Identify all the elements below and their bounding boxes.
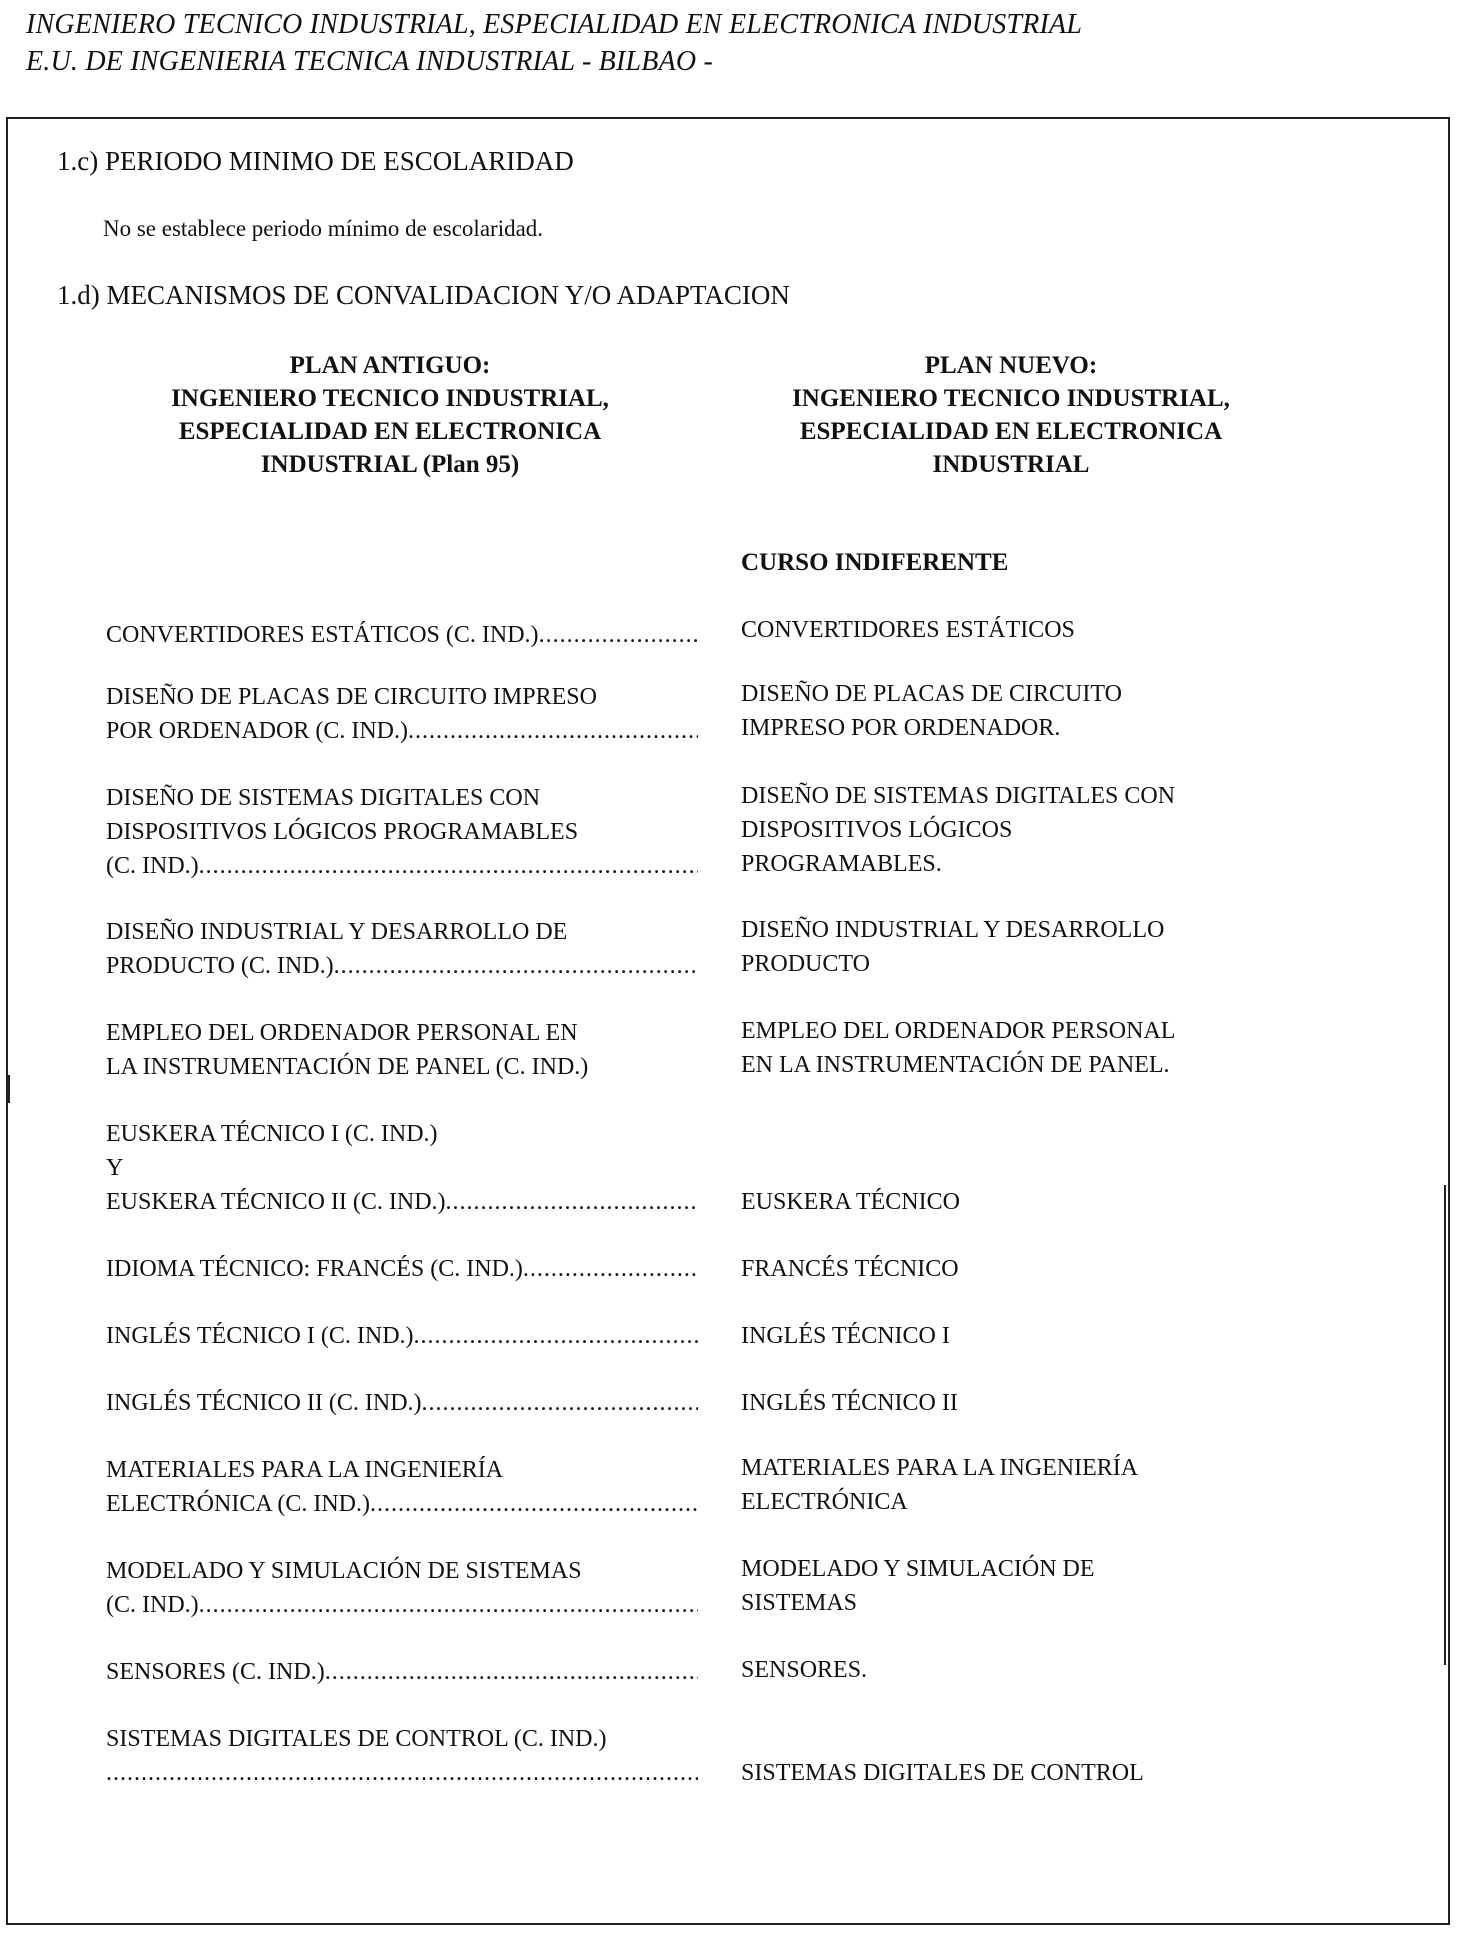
old-course-11: SENSORES (C. IND.) ..... [106, 1655, 698, 1689]
new-course-3: DISEÑO INDUSTRIAL Y DESARROLLO PRODUCTO [741, 917, 1165, 977]
new-course-9: MATERIALES PARA LA INGENIERÍA ELECTRÓNICA [741, 1455, 1139, 1515]
curso-indiferente-label: CURSO INDIFERENTE [741, 549, 1009, 576]
dot-leader [199, 849, 698, 883]
dot-leader [370, 1487, 698, 1521]
dot-leader [414, 1319, 698, 1353]
dot-leader [199, 1588, 698, 1622]
new-course-7: INGLÉS TÉCNICO I [741, 1323, 950, 1349]
old-course-8: INGLÉS TÉCNICO II (C. IND.) ..... [106, 1386, 698, 1420]
old-course-7: INGLÉS TÉCNICO I (C. IND.) ..... [106, 1319, 698, 1353]
old-course-2: DISEÑO DE SISTEMAS DIGITALES CON DISPOSITIVOS LÓGICOS PROGRAMABLES (C. IND.) ..... [106, 781, 698, 883]
dot-leader [408, 714, 698, 748]
old-course-9: MATERIALES PARA LA INGENIERÍA ELECTRÓNICA (C. IND.) ..... [106, 1453, 698, 1521]
plan-old-heading: PLAN ANTIGUO: INGENIERO TECNICO INDUSTRIAL, ESPECIALIDAD EN ELECTRONICA INDUSTRIAL (Plan 95) [171, 352, 609, 478]
header-line-2: E.U. DE INGENIERIA TECNICA INDUSTRIAL - BILBAO - [26, 46, 714, 77]
section-c-text: No se establece periodo mínimo de escolaridad. [103, 216, 544, 241]
scan-mark [8, 1075, 10, 1103]
section-d-title: 1.d) MECANISMOS DE CONVALIDACION Y/O ADAPTACION [57, 280, 790, 310]
new-course-8: INGLÉS TÉCNICO II [741, 1390, 958, 1416]
new-course-1: DISEÑO DE PLACAS DE CIRCUITO IMPRESO POR ORDENADOR. [741, 681, 1122, 741]
dot-leader [422, 1386, 698, 1420]
header-line-1: INGENIERO TECNICO INDUSTRIAL, ESPECIALIDAD EN ELECTRONICA INDUSTRIAL [26, 9, 1083, 40]
new-course-10: MODELADO Y SIMULACIÓN DE SISTEMAS [741, 1556, 1095, 1616]
new-course-2: DISEÑO DE SISTEMAS DIGITALES CON DISPOSITIVOS LÓGICOS PROGRAMABLES. [741, 783, 1176, 877]
new-course-4: EMPLEO DEL ORDENADOR PERSONAL EN LA INSTRUMENTACIÓN DE PANEL. [741, 1018, 1176, 1078]
old-course-0: CONVERTIDORES ESTÁTICOS (C. IND.) ..... [106, 618, 698, 652]
dot-leader [539, 618, 698, 652]
new-course-0: CONVERTIDORES ESTÁTICOS [741, 617, 1075, 643]
new-course-6: FRANCÉS TÉCNICO [741, 1256, 959, 1282]
new-course-11: SENSORES. [741, 1657, 868, 1683]
dot-leader [106, 1756, 698, 1790]
new-course-12: SISTEMAS DIGITALES DE CONTROL [741, 1760, 1144, 1786]
old-course-4: EMPLEO DEL ORDENADOR PERSONAL EN LA INSTRUMENTACIÓN DE PANEL (C. IND.) [106, 1020, 589, 1080]
old-course-10: MODELADO Y SIMULACIÓN DE SISTEMAS (C. IND.) ..... [106, 1554, 698, 1622]
scan-mark [1444, 1185, 1446, 1665]
new-course-5: EUSKERA TÉCNICO [741, 1189, 960, 1215]
dot-leader [325, 1655, 698, 1689]
page-header [26, 6, 1082, 80]
old-course-12: SISTEMAS DIGITALES DE CONTROL (C. IND.) ..... [106, 1722, 698, 1790]
plan-new-heading: PLAN NUEVO: INGENIERO TECNICO INDUSTRIAL, ESPECIALIDAD EN ELECTRONICA INDUSTRIAL [792, 352, 1230, 478]
dot-leader [446, 1185, 698, 1219]
old-course-5: EUSKERA TÉCNICO I (C. IND.) Y EUSKERA TÉCNICO II (C. IND.) ..... [106, 1117, 698, 1219]
old-course-6: IDIOMA TÉCNICO: FRANCÉS (C. IND.) ..... [106, 1252, 698, 1286]
section-c-title: 1.c) PERIODO MINIMO DE ESCOLARIDAD [57, 146, 574, 176]
dot-leader [523, 1252, 698, 1286]
old-course-1: DISEÑO DE PLACAS DE CIRCUITO IMPRESO POR ORDENADOR (C. IND.) ..... [106, 680, 698, 748]
old-course-3: DISEÑO INDUSTRIAL Y DESARROLLO DE PRODUCTO (C. IND.) ..... [106, 915, 698, 983]
dot-leader [334, 949, 698, 983]
